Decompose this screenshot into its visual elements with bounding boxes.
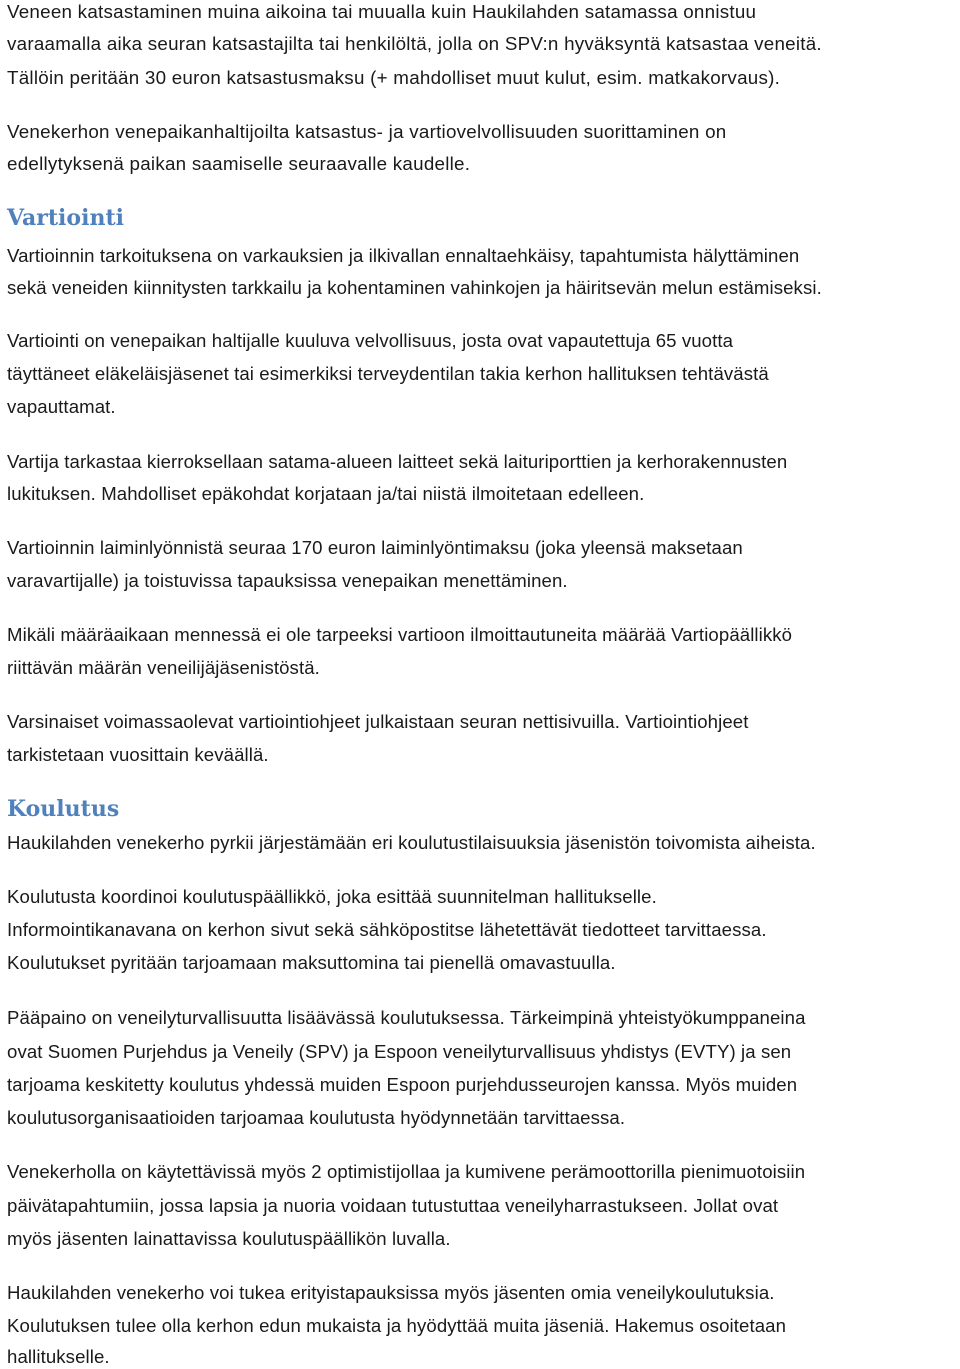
section-heading-koulutus: Koulutus xyxy=(7,796,120,822)
koulutus-paragraph-5-line-3: hallitukselle. xyxy=(7,1346,110,1367)
intro-paragraph-1-line-1: Veneen katsastaminen muina aikoina tai muualla kuin Haukilahden satamassa onnistuu xyxy=(7,1,757,22)
intro-paragraph-1-line-3: Tällöin peritään 30 euron katsastusmaksu (+ mahdolliset muut kulut, esim. matkakorvaus). xyxy=(7,67,781,88)
koulutus-paragraph-5-line-2: Koulutuksen tulee olla kerhon edun mukaista ja hyödyttää muita jäseniä. Hakemus osoitetaan xyxy=(7,1315,787,1336)
koulutus-paragraph-4-line-3: myös jäsenten lainattavissa koulutuspäällikön luvalla. xyxy=(7,1228,451,1249)
intro-paragraph-2-line-2: edellytyksenä paikan saamiselle seuraavalle kaudelle. xyxy=(7,153,471,174)
koulutus-paragraph-3-line-3: tarjoama keskitetty koulutus yhdessä muiden Espoon purjehdusseurojen kanssa. Myös muiden xyxy=(7,1074,798,1095)
vartiointi-paragraph-2-line-2: täyttäneet eläkeläisjäsenet tai esimerkiksi terveydentilan takia kerhon hallituksen tehtävästä xyxy=(7,363,769,384)
koulutus-paragraph-4-line-2: päivätapahtumiin, jossa lapsia ja nuoria voidaan tutustuttaa veneilyharrastukseen. Jollat ovat xyxy=(7,1195,779,1216)
vartiointi-paragraph-5-line-2: riittävän määrän veneilijäjäsenistöstä. xyxy=(7,657,320,678)
vartiointi-paragraph-3-line-2: lukituksen. Mahdolliset epäkohdat korjataan ja/tai niistä ilmoitetaan edelleen. xyxy=(7,483,645,504)
vartiointi-paragraph-4-line-2: varavartijalle) ja toistuvissa tapauksissa venepaikan menettäminen. xyxy=(7,570,568,591)
vartiointi-paragraph-5-line-1: Mikäli määräaikaan mennessä ei ole tarpeeksi vartioon ilmoittautuneita määrää Vartiopäällikkö xyxy=(7,624,793,645)
intro-paragraph-1-line-2: varaamalla aika seuran katsastajilta tai henkilöltä, jolla on SPV:n hyväksyntä katsastaa veneitä. xyxy=(7,33,822,54)
koulutus-paragraph-4-line-1: Venekerholla on käytettävissä myös 2 optimistijollaa ja kumivene perämoottorilla pienimuotoisiin xyxy=(7,1161,806,1182)
vartiointi-paragraph-2-line-1: Vartiointi on venepaikan haltijalle kuuluva velvollisuus, josta ovat vapautettuja 65 vuotta xyxy=(7,330,734,351)
koulutus-paragraph-3-line-4: koulutusorganisaatioiden tarjoamaa koulutusta hyödynnetään tarvittaessa. xyxy=(7,1107,626,1128)
vartiointi-paragraph-6-line-1: Varsinaiset voimassaolevat vartiointiohjeet julkaistaan seuran nettisivuilla. Vartiointiohjeet xyxy=(7,711,749,732)
vartiointi-paragraph-2-line-3: vapauttamat. xyxy=(7,396,116,417)
koulutus-paragraph-1-line-1: Haukilahden venekerho pyrkii järjestämään eri koulutustilaisuuksia jäsenistön toivomista aiheista. xyxy=(7,832,816,853)
vartiointi-paragraph-1-line-1: Vartioinnin tarkoituksena on varkauksien ja ilkivallan ennaltaehkäisy, tapahtumista hälyttäminen xyxy=(7,245,800,266)
koulutus-paragraph-2-line-1: Koulutusta koordinoi koulutuspäällikkö, joka esittää suunnitelman hallitukselle. xyxy=(7,886,657,907)
intro-paragraph-2-line-1: Venekerhon venepaikanhaltijoilta katsastus- ja vartiovelvollisuuden suorittaminen on xyxy=(7,121,727,142)
vartiointi-paragraph-6-line-2: tarkistetaan vuosittain keväällä. xyxy=(7,744,269,765)
koulutus-paragraph-3-line-2: ovat Suomen Purjehdus ja Veneily (SPV) ja Espoon veneilyturvallisuus yhdistys (EVTY) ja sen xyxy=(7,1041,792,1062)
koulutus-paragraph-5-line-1: Haukilahden venekerho voi tukea erityistapauksissa myös jäsenten omia veneilykoulutuksia. xyxy=(7,1282,775,1303)
koulutus-paragraph-2-line-2: Informointikanavana on kerhon sivut sekä sähköpostitse lähetettävät tiedotteet tarvittaessa. xyxy=(7,919,767,940)
vartiointi-paragraph-1-line-2: sekä veneiden kiinnitysten tarkkailu ja kohentaminen vahinkojen ja häiritsevän melun estämiseksi. xyxy=(7,277,822,298)
koulutus-paragraph-2-line-3: Koulutukset pyritään tarjoamaan maksuttomina tai pienellä omavastuulla. xyxy=(7,952,616,973)
koulutus-paragraph-3-line-1: Pääpaino on veneilyturvallisuutta lisäävässä koulutuksessa. Tärkeimpinä yhteistyökumppaneina xyxy=(7,1007,806,1028)
section-heading-vartiointi: Vartiointi xyxy=(7,205,124,231)
vartiointi-paragraph-3-line-1: Vartija tarkastaa kierroksellaan satama-alueen laitteet sekä laituriporttien ja kerhorakennusten xyxy=(7,451,788,472)
vartiointi-paragraph-4-line-1: Vartioinnin laiminlyönnistä seuraa 170 euron laiminlyöntimaksu (joka yleensä maksetaan xyxy=(7,537,743,558)
